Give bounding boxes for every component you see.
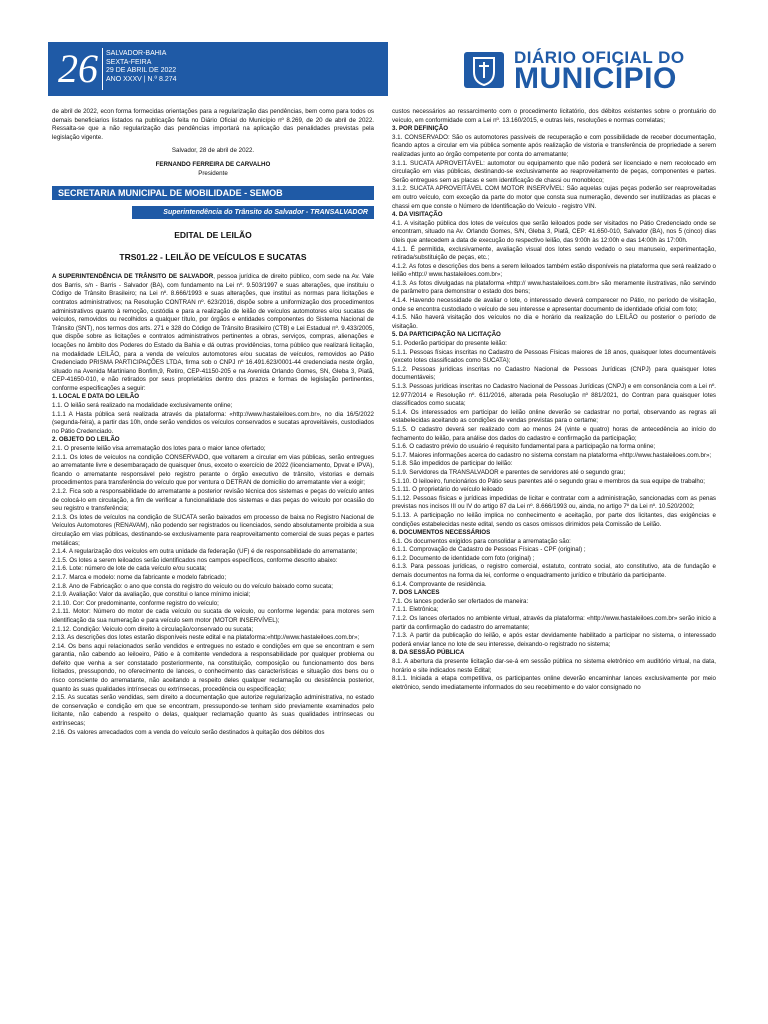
section-7-body [392, 598, 716, 650]
paragraph: 2.1.4. A regularização dos veículos em outra unidade da federação (UF) é de responsabilidade do arrematante; [52, 548, 358, 556]
paragraph: 5.1.11. O proprietário do veículo leiloado [392, 486, 503, 494]
section-3-title: 3. POR DEFINIÇÃO [392, 125, 449, 133]
opening-paragraph [52, 273, 374, 393]
paragraph: 2.1.5. Os lotes a serem leiloados serão identificados nos campos específicos, conforme descrito abaixo: [52, 556, 338, 564]
paragraph: 6.1.4. Comprovante de residência. [392, 580, 487, 588]
paragraph: 5.1.2. Pessoas jurídicas inscritas no Cadastro Nacional de Pessoas Jurídicas (CNPJ) para quaisquer lotes documentáveis; [392, 365, 716, 382]
paragraph: 2.1.11. Motor: Número do motor de cada veículo ou sucata de veículo, ou conforme legenda: para motores sem identificação da sua numeração e para veículo sem motor (MOTOR INSERVÍVEL); [52, 608, 374, 624]
paragraph: 4.1.1. É permitida, exclusivamente, avaliação visual dos lotes sendo vedado o seu manuseio, experimentação, retirada/substituição de peças, etc.; [392, 245, 716, 262]
paragraph: 4.1. A visitação pública dos lotes de veículos que serão leiloados pode ser visitados no Pátio Credenciado onde se encontram, situado na Av. Orlando Gomes, S/N, Gleba 3, Piatã, CEP: 41.650-010, Salvador (BA), nos 5 (cinco) dias úteis que antecedem a data de execução do respectivo leilão, das 9:00h às 12:00h e das 14:00h às 17:00h. [392, 219, 716, 244]
left-column [52, 108, 374, 737]
paragraph: 2.1.2. Fica sob a responsabilidade do arrematante a posterior revisão técnica dos sistemas e peças do veículo antes de colocá-lo em circulação, a fim de verificar a funcionalidade dos sistemas e das peças do veículo por ocasião do seu registro e transferência; [52, 488, 374, 513]
intro-paragraph: de abril de 2022, econ forma formecidas orientações para a regularização das pendências, bem como para todos os demais beneficiarios listados na publicação feita no Diário Oficial do Município nº 8.269, de 20 de abril de 2022. Ressalta-se que a não regularização das pendências importará na aplicação das penalidades previstas pela legislação vigente. [52, 108, 374, 141]
paragraph: 2.1.9. Avaliação: Valor da avaliação, que constitui o lance mínimo inicial; [52, 591, 251, 599]
weekday: SEXTA-FEIRA [106, 58, 152, 66]
section-7-title: 7. DOS LANCES [392, 589, 440, 597]
paragraph: 5.1. Poderão participar do presente leilão: [392, 340, 507, 348]
signer-role: Presidente [198, 169, 228, 177]
paragraph: 8.1. A abertura da presente licitação dar-se-á em sessão pública no sistema eletrônico em auditório virtual, na data, horário e site indicados neste Edital; [392, 658, 716, 674]
section-8-body [392, 658, 716, 692]
paragraph: 2.1.3. Os lotes de veículos na condição de SUCATA serão baixados em processo de baixa no Registro Nacional de Veículos Automotores (RENAVAM), não podendo ser registrados ou licenciados, sendo absolutamente proibida a sua circulação em vias públicas, destinando-se exclusivamente para reaproveitamento comercial de suas peças e partes metálicas; [52, 513, 374, 547]
paragraph: 5.1.3. Pessoas jurídicas inscritas no Cadastro Nacional de Pessoas Jurídicas (CNPJ) e em consonância com a Lei nº. 12.977/2014 e Resolução nº. 611/2016, alterada pela Resolução nº 881/2021, do Contran para quaisquer lotes classificados como sucata; [392, 383, 716, 408]
paragraph: 7.1.3. A partir da publicação do leilão, e após estar devidamente habilitado a participar no sistema, o interessado poderá enviar lance no lote de seu interesse, deixando-o registrado no sistema; [392, 632, 716, 648]
header-blue-band [48, 42, 388, 96]
paragraph: 3.1.2. SUCATA APROVEITÁVEL COM MOTOR INSERVÍVEL: São aquelas cujas peças poderão ser reaproveitadas em outro veículo, com exceção da parte do motor que consta sua numeração, devendo ser inutilizadas as placas e chassi em que conste o Número de Identificação do Veículo - registro VIN. [392, 185, 716, 210]
paragraph: 4.1.5. Não haverá visitação dos veículos no dia e horário da realização do LEILÃO ou posterior o período de visitação. [392, 314, 716, 330]
paragraph: 2.1.1. Os lotes de veículos na condição CONSERVADO, que voltarem a circular em vias públicas, serão entregues ao arrematante livre e desembaraçado de quaisquer ônus, exceto o exercício de 2022 (licenciamento, Dpvat e IPVA), ficando o arrematante responsável pelo registro perante o órgão executivo de trânsito, vistorias e demais procedimentos para transferência do veículo que por ventura o DETRAN de domicílio do arrematante vier a exigir; [52, 453, 374, 487]
superintendencia-bar: Superintendência do Trânsito do Salvador - TRANSALVADOR [132, 206, 374, 219]
paragraph: 2.13. As descrições dos lotes estarão disponíveis neste edital e na plataforma:«http://www.hastaleiloes.com.br»; [52, 634, 360, 642]
paragraph: 2.15. As sucatas serão vendidas, sem direito a documentação que autorize regularização administrativa, no estado de conservação e condição em que se encontram, pressupondo-se tenham sido previamente examinados pelo licitante, não cabendo a respeito o delas, qualquer reclamação quanto às suas qualidades intrínsecas ou extrínsecas; [52, 694, 374, 728]
section-5-body [392, 340, 716, 529]
section-6-title: 6. DOCUMENTOS NECESSÁRIOS [392, 529, 491, 537]
paragraph: 2.16. Os valores arrecadados com a venda do veículo serão destinados à quitação dos débitos dos [52, 728, 325, 736]
section-6-body [392, 538, 716, 590]
right-column [392, 108, 716, 692]
paragraph: 5.1.7. Maiores informações acerca do cadastro no sistema constam na plataforma «http://www.hastaleiloes.com.br»; [392, 451, 712, 459]
opening-lead: A SUPERINTENDÊNCIA DE TRÂNSITO DE SALVADOR [52, 273, 214, 281]
signer-name: FERNANDO FERREIRA DE CARVALHO [155, 160, 271, 168]
paragraph: 7.1.1. Eletrônica; [392, 606, 439, 614]
paragraph: 2.1. O presente leilão visa arrematação dos lotes para o maior lance ofertado; [52, 445, 266, 453]
logo-main-text: MUNICÍPIO [514, 62, 677, 95]
section-1-1: 1.1. O leilão será realizado na modalidade exclusivamente online; [52, 402, 233, 410]
signed-place: Salvador, 28 de abril de 2022. [171, 147, 255, 155]
page-header [0, 0, 768, 100]
paragraph: 8.1.1. Iniciada a etapa competitiva, os participantes online deverão encaminhar lances exclusivamente por meio eletrônico, sendo imediatamente informados do seu recebimento e do valor consignado no [392, 675, 716, 691]
page-number: 26 [58, 46, 98, 91]
paragraph: 6.1.1. Comprovação de Cadastro de Pessoas Físicas - CPF (original) ; [392, 546, 586, 554]
city: SALVADOR-BAHIA [106, 50, 167, 57]
paragraph: 2.1.6. Lote: número de lote de cada veículo e/ou sucata; [52, 565, 207, 573]
paragraph: 5.1.10. O leiloeiro, funcionários do Pátio seus parentes até o segundo grau e membros da sua equipe de trabalho; [392, 477, 706, 485]
opening-text: , pessoa jurídica de direito público, com sede na Av. Vale dos Barris, s/n - Barris - Salvador (BA), com fundamento na Lei nº. 9.503/1997 e suas alterações, que instituiu o Código de Trânsito Brasileiro; na Lei nº. 8.666/1993 e suas alterações, que instituí as normas para licitações e contratos administrativos; na Resolução CONTRAN nº. 623/2016, dispõe sobre a uniformização dos procedimentos administrativos quanto à remoção, custódia e para a realização de leilão de veículos automotores e/ou sucatas de veículos, removidos ou recolhidos a qualquer título, por órgãos e entidades componentes do Sistema Nacional de Trânsito (SNT), nos termos dos arts. 271 e 328 do Código de Trânsito Brasileiro (CTB) e Lei Estadual nº. 9.433/2005, que dispõe sobre as licitações e contratos administrativos pertinentes a obras, serviços, compras, alienações e locações no âmbito dos Poderes do Estado da Bahia e dá outras providências, torna público que realizará licitação, na modalidade LEILÃO, para a venda de veículos automotores e/ou sucatas de veículos, removidos ao Pátio Credenciado PRISMA PARTICIPAÇÕES LTDA, firma sob o CNPJ nº 16.491.623/0001-44 credenciada neste órgão, situado na Avenida Martiniano Bonfim,9, Retiro, CEP-41150-205 e na Avenida Orlando Gomes, SN, Gleba 3, Piatã, CEP-41650-010, e não retirados por seus proprietários dentro dos prazos e formas de legislação pertinentes, conforme especificações a seguir: [52, 273, 374, 392]
section-1-title: 1. LOCAL E DATA DO LEILÃO [52, 393, 140, 401]
section-2-body [52, 445, 374, 737]
logo-top-text: DIÁRIO OFICIAL DO [514, 48, 685, 67]
paragraph: 6.1. Os documentos exigidos para consolidar a arrematação são: [392, 537, 571, 545]
paragraph: 2.1.7. Marca e modelo: nome da fabricante e modelo fabricado; [52, 573, 227, 581]
paragraph: 5.1.8. São impedidos de participar do leilão: [392, 460, 513, 468]
paragraph: 4.1.2. As fotos e descrições dos bens a serem leiloados também estão disponíveis na plataforma que será realizado o leilão «http:// www.hastaleiloes.com.br»; [392, 262, 716, 279]
paragraph: 5.1.5. O cadastro deverá ser realizado com ao menos 24 (vinte e quatro) horas de antecedência ao início do fechamento do leilão, para análise dos dados do cadastro e confirmação da participação; [392, 425, 716, 442]
section-4-body [392, 220, 716, 332]
paragraph: 5.1.1. Pessoas físicas inscritas no Cadastro de Pessoas Físicas maiores de 18 anos, quaisquer lotes documentáveis (exceto lotes classificados como SUCATA); [392, 348, 716, 365]
edital-title: EDITAL DE LEILÃO [174, 230, 252, 241]
paragraph: 4.1.3. As fotos divulgadas na plataforma «http:// www.hastaleiloes.com.br» são meramente ilustrativas, não servindo de parâmetro para demonstrar o estado dos bens; [392, 279, 716, 296]
paragraph: 7.1. Os lances poderão ser ofertados de maneira: [392, 597, 529, 605]
paragraph: 5.1.12. Pessoas físicas e jurídicas impedidas de licitar e contratar com a administração, sancionadas com as penas previstas nos incisos III ou IV do artigo 87 da Lei nº. 8.666/1993 ou, ainda, no artigo 7º da Lei nº. 10.520/2002; [392, 494, 716, 511]
paragraph: 4.1.4. Havendo necessidade de avaliar o lote, o interessado deverá comparecer no Pátio, no período de visitação, onde se encontra custodiado o veículo de seu interesse e apresentar documento de identidade oficial com foto; [392, 297, 716, 313]
right-lead: custos necessários ao ressarcimento com o procedimento licitatório, dos débitos existentes sobre o prontuário do veículo, em conformidade com a Lei nº. 13.160/2015, e outras leis, resoluções e normas correlatas; [392, 108, 716, 124]
paragraph: 6.1.2. Documento de identidade com foto (original) ; [392, 554, 535, 562]
edital-subtitle: TRS01.22 - LEILÃO DE VEÍCULOS E SUCATAS [119, 252, 307, 263]
paragraph: 3.1.1. SUCATA APROVEITÁVEL: automotor ou equipamento que não poderá ser licenciado e nem recolocado em circulação em vias públicas, destinando-se exclusivamente ao reaproveitamento de peças, componentes e partes. Serão entregues sem as placas e sem identificação de chassi ou monobloco; [392, 159, 716, 184]
paragraph: 5.1.13. A participação no leilão implica no conhecimento e aceitação, por parte dos licitantes, das exigências e condições estabelecidas neste edital, sendo os casos omissos dirimidos pela Comissão de Leilão. [392, 511, 716, 528]
section-8-title: 8. DA SESSÃO PÚBLICA [392, 649, 465, 657]
header-divider [102, 48, 103, 90]
paragraph: 2.14. Os bens aqui relacionados serão vendidos e entregues no estado e condições em que se encontram e sem garantia, não cabendo ao leiloeiro, Pátio e à comitente vendedora a responsabilidade por qualquer problema ou defeito que venha a ser constatado posteriormente, na constituição, composição ou funcionamento dos bens licitados, pressupondo, no oferecimento de lances, o conhecimento das características e situação dos bens ou o risco consciente do arrematante, não aceitando a respeito deles qualquer reclamação ou desistência posterior, quanto às suas qualidades intrínsecas ou extrínsecas, procedência ou especificação; [52, 642, 374, 693]
issue-date: 29 DE ABRIL DE 2022 [106, 67, 177, 74]
paragraph: 6.1.3. Para pessoas jurídicas, o registro comercial, estatuto, contrato social, ato constitutivo, ata de fundação e demais documentos na forma da lei, conforme o enquadramento jurídico e tributário da participante. [392, 563, 716, 580]
paragraph: 7.1.2. Os lances ofertados no ambiente virtual, através da plataforma: «http://www.hastaleiloes.com.br» serão inicio a partir da confirmação do cadastro do arrematante; [392, 615, 716, 631]
section-2-title: 2. OBJETO DO LEILÃO [52, 436, 120, 444]
section-1-1-1: 1.1.1 A Hasta pública será realizada através da plataforma: «http://www.hastaleiloes.com.br», no dia 16/5/2022 (segunda-feira), a partir das 10h, onde serão vendidos os veículos conservados e sucatas aproveitáveis, custodiados no Pátio Credenciado. [52, 410, 374, 435]
paragraph: 3.1. CONSERVADO: São os automotores passíveis de recuperação e com possibilidade de receber documentação, ficando aptos a circular em via pública somente após realização de vistoria e transferência de propriedade a serem realizadas junto ao órgão competente por conta do arrematante; [392, 133, 716, 158]
secretaria-bar: SECRETARIA MUNICIPAL DE MOBILIDADE - SEMOB [52, 186, 374, 200]
edition-info [106, 50, 177, 84]
paragraph: 5.1.6. O cadastro prévio do usuário é requisito fundamental para a participação na forma online; [392, 443, 656, 451]
edition-number: ANO XXXV | N.º 8.274 [106, 75, 177, 83]
paragraph: 2.1.12. Condição: Veículo com direito à circulação/conservado ou sucata; [52, 625, 254, 633]
paragraph: 5.1.4. Os interessados em participar do leilão online deverão se cadastrar no portal, observando as regras ali estabelecidas aceitando as condições de vendas previstas para o certame; [392, 408, 716, 425]
city-crest-icon [464, 52, 504, 88]
section-3-body [392, 134, 716, 211]
section-5-title: 5. DA PARTICIPAÇÃO NA LICITAÇÃO [392, 331, 501, 339]
paragraph: 2.1.8. Ano de Fabricação: o ano que consta do registro do veículo ou do veículo baixado como sucata; [52, 582, 334, 590]
paragraph: 2.1.10. Cor: Cor predominante, conforme registro do veículo; [52, 599, 219, 607]
paragraph: 5.1.9. Servidores da TRANSALVADOR e parentes de servidores até o segundo grau; [392, 468, 626, 476]
section-4-title: 4. DA VISITAÇÃO [392, 211, 443, 219]
